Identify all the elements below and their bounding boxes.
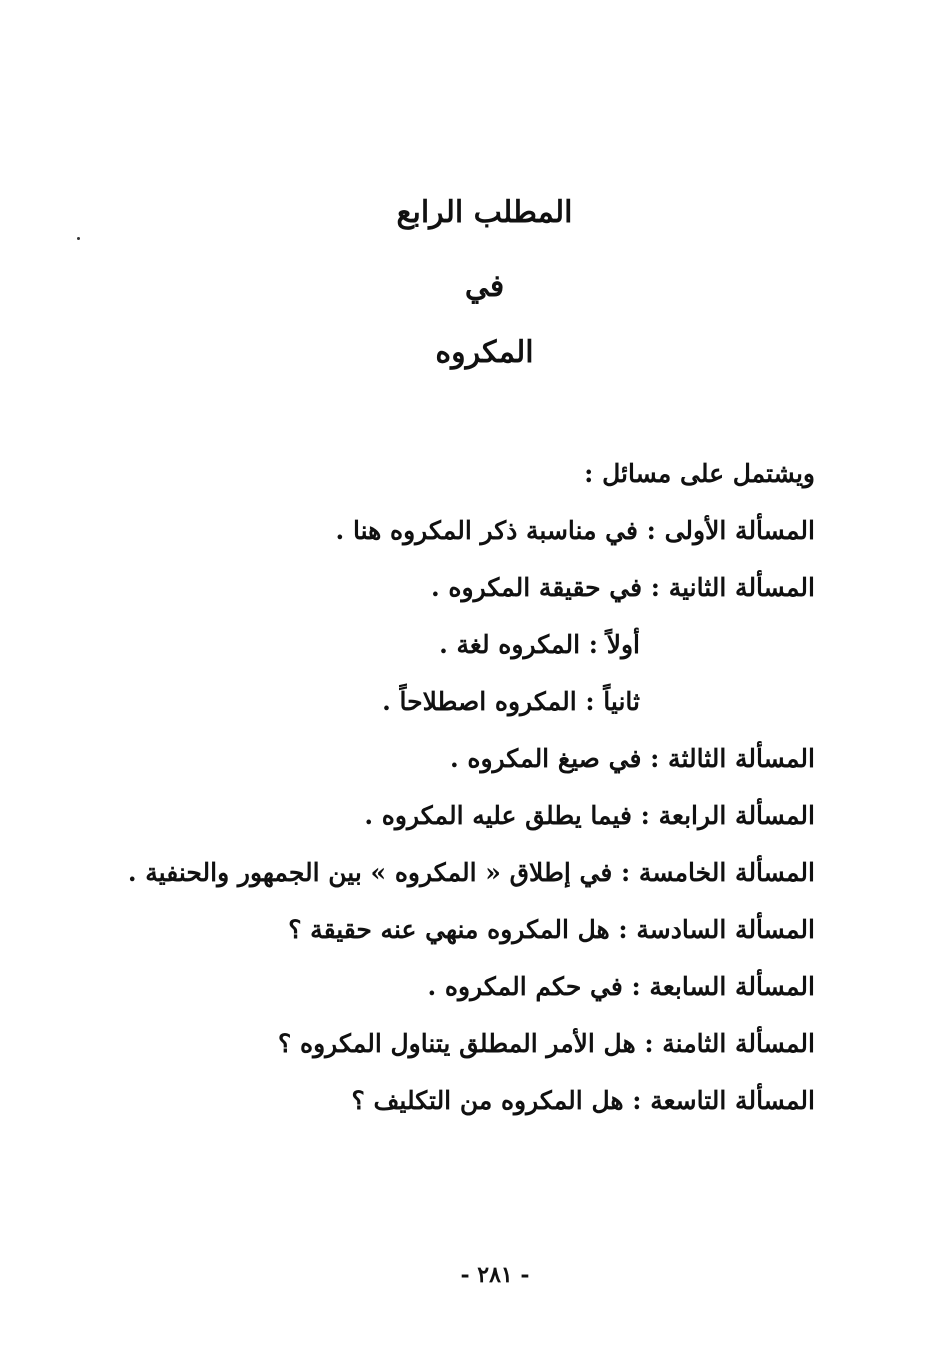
intro-line: ويشتمل على مسائل : — [584, 459, 815, 488]
list-item: المسألة التاسعة : هل المكروه من التكليف ؟ — [351, 1086, 815, 1115]
stray-mark — [77, 237, 80, 240]
list-subitem: ثانياً : المكروه اصطلاحاً . — [382, 687, 640, 716]
list-item: المسألة الرابعة : فيما يطلق عليه المكروه . — [364, 801, 815, 830]
heading-line-1: المطلب الرابع — [396, 195, 573, 230]
list-item: المسألة السادسة : هل المكروه منهي عنه حقيقة ؟ — [288, 915, 815, 944]
list-item: المسألة الثالثة : في صيغ المكروه . — [449, 744, 815, 773]
list-item: المسألة الأولى : في مناسبة ذكر المكروه هنا . — [335, 516, 815, 545]
list-item: المسألة الخامسة : في إطلاق « المكروه » بين الجمهور والحنفية . — [127, 858, 815, 887]
list-item: المسألة الثانية : في حقيقة المكروه . — [430, 573, 815, 602]
heading-line-3: المكروه — [435, 335, 534, 370]
heading-line-2: في — [464, 269, 505, 304]
list-subitem: أولاً : المكروه لغة . — [439, 630, 640, 659]
list-item: المسألة الثامنة : هل الأمر المطلق يتناول المكروه ؟ — [278, 1029, 815, 1058]
page-number: - ٢٨١ - — [460, 1262, 530, 1288]
issues-list — [95, 445, 815, 1129]
list-item: المسألة السابعة : في حكم المكروه . — [427, 972, 815, 1001]
